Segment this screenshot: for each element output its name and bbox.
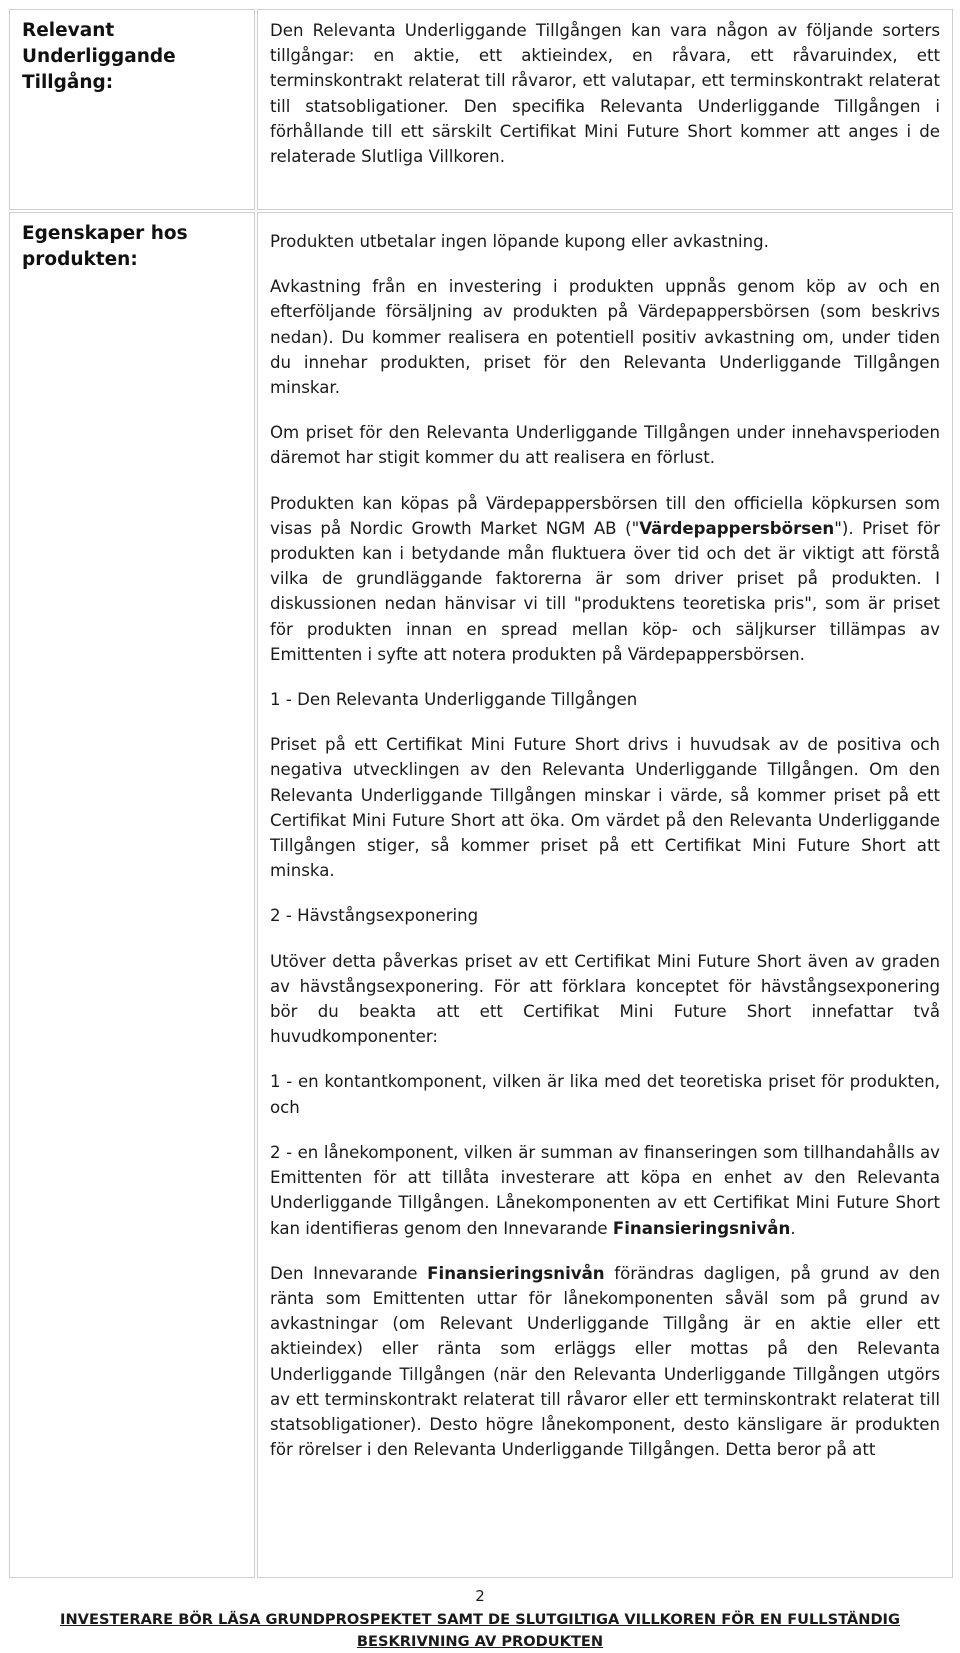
text-run: Produkten kan köpas på Värdepappersbörsen till den officiella köpkursen som visas på Nordic Growth Market NGM AB ("	[270, 493, 940, 538]
document-table	[7, 7, 955, 1580]
row-label-cell	[9, 212, 255, 1578]
list-item	[270, 1140, 940, 1241]
paragraph: Om priset för den Relevanta Underliggande Tillgången under innehavsperioden däremot har stigit kommer du att realisera en förlust.	[270, 423, 940, 468]
page-number: 2	[475, 1587, 485, 1605]
defined-term: Finansieringsnivån	[612, 1218, 791, 1238]
text-run: 2 - en lånekomponent, vilken är summan av finanseringen som tillhandahålls av Emittenten för att tillåta investerare att köpa en enhet av den Relevanta Underliggande Tillgången. Lånekomponenten av ett Certifikat Mini Future Short kan identifieras genom den Innevarande	[270, 1142, 940, 1238]
paragraph: Avkastning från en investering i produkten uppnås genom köp av och en efterföljande försäljning av produkten på Värdepappersbörsen (som beskrivs nedan). Du kommer realisera en potentiell positiv avkastning om, under tiden du innehar produkten, priset för den Relevanta Underliggande Tillgången minskar.	[270, 277, 940, 398]
paragraph: Priset på ett Certifikat Mini Future Short drivs i huvudsak av de positiva och negativa utvecklingen av den Relevanta Underliggande Tillgången. Om den Relevanta Underliggande Tillgången minskar i värde, så kommer priset på ett Certifikat Mini Future Short att öka. Om värdet på den Relevanta Underliggande Tillgången stiger, så kommer priset på ett Certifikat Mini Future Short att minska.	[270, 735, 940, 881]
section-heading: 1 - Den Relevanta Underliggande Tillgången	[270, 690, 638, 710]
defined-term: Finansieringsnivån	[427, 1263, 605, 1283]
row-label-cell	[9, 9, 255, 210]
row-content-cell	[257, 212, 953, 1578]
row-content-cell	[257, 9, 953, 210]
row-label: Relevant Underliggande Tillgång:	[22, 20, 176, 93]
list-item: 1 - en kontantkomponent, vilken är lika med det teoretiska priset för produkten, och	[270, 1072, 940, 1117]
row-label: Egenskaper hos produkten:	[22, 223, 188, 270]
paragraph: Produkten utbetalar ingen löpande kupong eller avkastning.	[270, 232, 769, 251]
defined-term: Värdepappersbörsen	[639, 518, 835, 538]
text-run: .	[790, 1218, 796, 1238]
section-heading: 2 - Hävstångsexponering	[270, 906, 479, 926]
paragraph	[270, 491, 940, 667]
paragraph	[270, 1261, 940, 1463]
footer-notice: INVESTERARE BÖR LÄSA GRUNDPROSPEKTET SAMT DE SLUTGILTIGA VILLKOREN FÖR EN FULLSTÄNDIG BESKRIVNING AV PRODUKTEN	[60, 1611, 900, 1650]
text-run: "). Priset för produkten kan i betydande mån fluktuera över tid och det är viktigt att förstå vilka de grundläggande faktorerna är som driver priset på produkten. I diskussionen nedan hänvisar vi till "produktens teoretiska pris", som är priset för produkten innan en spread mellan köp- och säljkurser tillämpas av Emittenten i syfte att notera produkten på Värdepappersbörsen.	[270, 518, 940, 664]
text-run: Den Innevarande	[270, 1263, 428, 1283]
table-row-product-features	[9, 212, 953, 1578]
paragraph: Den Relevanta Underliggande Tillgången kan vara någon av följande sorters tillgångar: en aktie, ett aktieindex, en råvara, ett råvaruindex, ett terminskontrakt relaterat till råvaror, ett valutapar, ett terminskontrakt relaterat till statsobligationer. Den specifika Relevanta Underliggande Tillgången i förhållande till ett särskilt Certifikat Mini Future Short kommer att anges i de relaterade Slutliga Villkoren.	[270, 21, 940, 167]
paragraph: Utöver detta påverkas priset av ett Certifikat Mini Future Short även av graden av hävstångsexponering. För att förklara konceptet för hävstångsexponering bör du beakta att ett Certifikat Mini Future Short innefattar två huvudkomponenter:	[270, 951, 940, 1047]
text-run: förändras dagligen, på grund av den ränta som Emittenten uttar för lånekomponenten såväl som på grund av avkastningar (om Relevant Underliggande Tillgång är en aktie eller ett aktieindex) eller ränta som erläggs eller mottas på den Relevanta Underliggande Tillgången (när den Relevanta Underliggande Tillgången utgörs av ett terminskontrakt relaterat till råvaror eller ett terminskontrakt relaterat till statsobligationer). Desto högre lånekomponent, desto känsligare är produkten för rörelser i den Relevanta Underliggande Tillgången. Detta beror på att	[270, 1263, 940, 1460]
table-row-underlying-asset	[9, 9, 953, 210]
